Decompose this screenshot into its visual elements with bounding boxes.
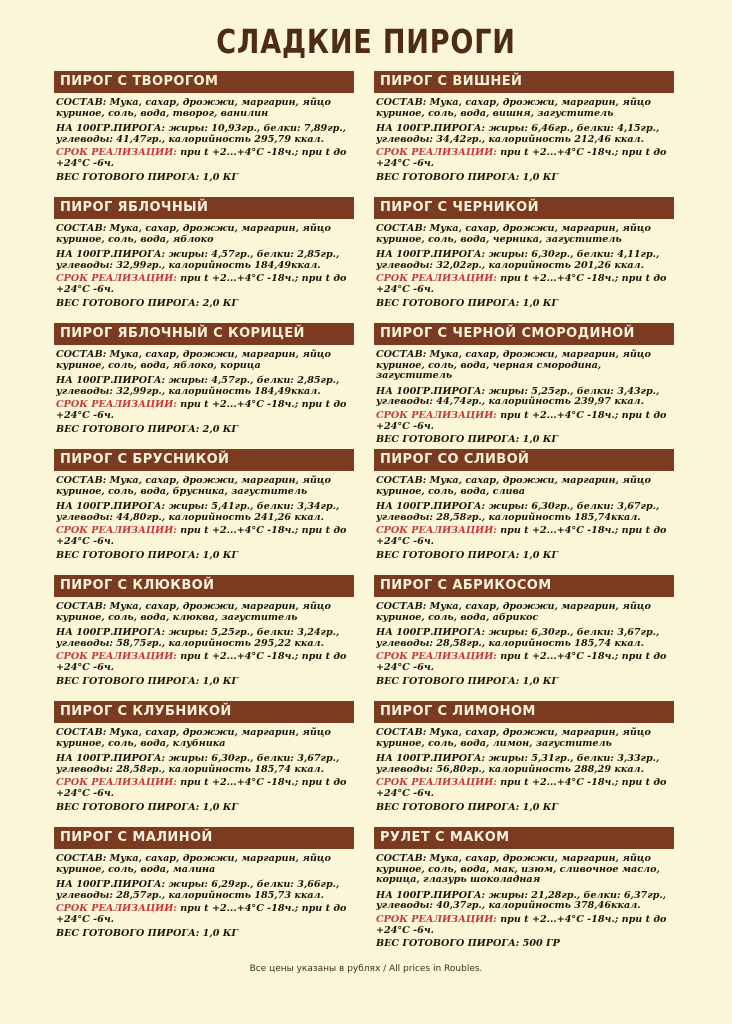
item-weight: ВЕС ГОТОВОГО ПИРОГА: 500 ГР <box>376 938 560 950</box>
item-nutrition: НА 100ГР.ПИРОГА: жиры: 6,30гр., белки: 4,11гр., углеводы: 32,02гр., калорийность 201,26 ккал. <box>376 249 660 271</box>
item-weight: ВЕС ГОТОВОГО ПИРОГА: 2,0 КГ <box>56 297 239 309</box>
item-weight: ВЕС ГОТОВОГО ПИРОГА: 1,0 КГ <box>376 434 559 446</box>
shelf-life-text: при t +2...+4°С -18ч.; при t до +24°С -6ч. <box>376 525 667 547</box>
shelf-life-label: СРОК РЕАЛИЗАЦИИ: <box>376 651 497 663</box>
item-shelf-life <box>56 904 354 925</box>
item-details <box>54 597 354 687</box>
menu-item <box>54 701 354 827</box>
item-weight: ВЕС ГОТОВОГО ПИРОГА: 1,0 КГ <box>56 675 239 687</box>
shelf-life-text: при t +2...+4°С -18ч.; при t до +24°С -6ч. <box>56 903 347 925</box>
item-title: ПИРОГ С АБРИКОСОМ <box>374 575 674 597</box>
shelf-life-label: СРОК РЕАЛИЗАЦИИ: <box>376 409 497 421</box>
page-title: СЛАДКИЕ ПИРОГИ <box>216 22 516 61</box>
shelf-life-label: СРОК РЕАЛИЗАЦИИ: <box>376 913 497 925</box>
menu-item <box>374 701 674 827</box>
menu-item <box>54 71 354 197</box>
shelf-life-label: СРОК РЕАЛИЗАЦИИ: <box>56 651 177 663</box>
item-weight: ВЕС ГОТОВОГО ПИРОГА: 1,0 КГ <box>56 171 239 183</box>
shelf-life-label: СРОК РЕАЛИЗАЦИИ: <box>376 147 497 159</box>
item-weight: ВЕС ГОТОВОГО ПИРОГА: 1,0 КГ <box>56 801 239 813</box>
item-details <box>374 723 674 813</box>
item-composition: СОСТАВ: Мука, сахар, дрожжи, маргарин, яйцо куриное, соль, вода, малина <box>56 853 331 875</box>
shelf-life-text: при t +2...+4°С -18ч.; при t до +24°С -6ч. <box>56 147 347 169</box>
menu-item <box>374 575 674 701</box>
prices-note: Все цены указаны в рублях / All prices in Roubles. <box>249 964 483 974</box>
item-shelf-life <box>376 778 674 799</box>
item-nutrition: НА 100ГР.ПИРОГА: жиры: 4,57гр., белки: 2,85гр., углеводы: 32,99гр., калорийность 184,49ккал. <box>56 249 340 271</box>
item-details <box>54 219 354 309</box>
item-details <box>54 93 354 183</box>
item-shelf-life <box>376 915 674 936</box>
item-shelf-life <box>56 652 354 673</box>
menu-item <box>54 323 354 449</box>
item-composition: СОСТАВ: Мука, сахар, дрожжи, маргарин, яйцо куриное, соль, вода, черная смородина, загуститель <box>376 349 651 382</box>
shelf-life-label: СРОК РЕАЛИЗАЦИИ: <box>56 399 177 411</box>
shelf-life-label: СРОК РЕАЛИЗАЦИИ: <box>376 273 497 285</box>
menu-item <box>374 323 674 449</box>
item-nutrition: НА 100ГР.ПИРОГА: жиры: 6,30гр., белки: 3,67гр., углеводы: 28,58гр., калорийность 185,74 ккал. <box>56 753 340 775</box>
menu-column-right <box>374 71 674 953</box>
item-nutrition: НА 100ГР.ПИРОГА: жиры: 5,25гр., белки: 3,24гр., углеводы: 58,75гр., калорийность 295,22 ккал. <box>56 627 340 649</box>
item-composition: СОСТАВ: Мука, сахар, дрожжи, маргарин, яйцо куриное, соль, вода, клюква, загуститель <box>56 601 331 623</box>
item-title: ПИРОГ С ВИШНЕЙ <box>374 71 674 93</box>
menu-item <box>374 197 674 323</box>
item-title: ПИРОГ С ЧЕРНИКОЙ <box>374 197 674 219</box>
menu-item <box>54 197 354 323</box>
item-details <box>374 597 674 687</box>
item-weight: ВЕС ГОТОВОГО ПИРОГА: 1,0 КГ <box>56 927 239 939</box>
shelf-life-text: при t +2...+4°С -18ч.; при t до +24°С -6ч. <box>376 651 667 673</box>
item-details <box>54 849 354 939</box>
item-title: РУЛЕТ С МАКОМ <box>374 827 674 849</box>
item-details <box>374 345 674 446</box>
shelf-life-text: при t +2...+4°С -18ч.; при t до +24°С -6ч. <box>376 409 667 432</box>
menu-column-left <box>54 71 354 953</box>
item-shelf-life <box>56 778 354 799</box>
item-weight: ВЕС ГОТОВОГО ПИРОГА: 1,0 КГ <box>376 171 559 183</box>
item-details <box>54 471 354 561</box>
menu-item <box>374 827 674 953</box>
item-details <box>54 345 354 435</box>
item-nutrition: НА 100ГР.ПИРОГА: жиры: 5,31гр., белки: 3,33гр., углеводы: 56,80гр., калорийность 288,29 ккал. <box>376 753 660 775</box>
shelf-life-label: СРОК РЕАЛИЗАЦИИ: <box>56 903 177 915</box>
menu-item <box>54 575 354 701</box>
item-details <box>374 471 674 561</box>
item-title: ПИРОГ ЯБЛОЧНЫЙ С КОРИЦЕЙ <box>54 323 354 345</box>
shelf-life-label: СРОК РЕАЛИЗАЦИИ: <box>56 525 177 537</box>
item-title: ПИРОГ С ТВОРОГОМ <box>54 71 354 93</box>
shelf-life-label: СРОК РЕАЛИЗАЦИИ: <box>376 777 497 789</box>
item-title: ПИРОГ С МАЛИНОЙ <box>54 827 354 849</box>
menu-item <box>374 449 674 575</box>
item-title: ПИРОГ С ЛИМОНОМ <box>374 701 674 723</box>
item-nutrition: НА 100ГР.ПИРОГА: жиры: 10,93гр., белки: 7,89гр., углеводы: 41,47гр., калорийность 295,79 ккал. <box>56 123 347 145</box>
item-shelf-life <box>376 274 674 295</box>
item-composition: СОСТАВ: Мука, сахар, дрожжи, маргарин, яйцо куриное, соль, вода, брусника, загуститель <box>56 475 331 497</box>
shelf-life-text: при t +2...+4°С -18ч.; при t до +24°С -6ч. <box>376 913 667 936</box>
menu-item <box>54 827 354 953</box>
shelf-life-text: при t +2...+4°С -18ч.; при t до +24°С -6ч. <box>56 525 347 547</box>
item-composition: СОСТАВ: Мука, сахар, дрожжи, маргарин, яйцо куриное, соль, вода, творог, ванилин <box>56 97 331 119</box>
item-shelf-life <box>56 526 354 547</box>
item-details <box>374 93 674 183</box>
shelf-life-text: при t +2...+4°С -18ч.; при t до +24°С -6ч. <box>56 273 347 295</box>
shelf-life-text: при t +2...+4°С -18ч.; при t до +24°С -6ч. <box>376 147 667 169</box>
item-details <box>374 849 674 950</box>
item-title: ПИРОГ С БРУСНИКОЙ <box>54 449 354 471</box>
item-composition: СОСТАВ: Мука, сахар, дрожжи, маргарин, яйцо куриное, соль, вода, черника, загуститель <box>376 223 651 245</box>
item-details <box>54 723 354 813</box>
item-shelf-life <box>376 411 674 432</box>
item-composition: СОСТАВ: Мука, сахар, дрожжи, маргарин, яйцо куриное, соль, вода, клубника <box>56 727 331 749</box>
item-composition: СОСТАВ: Мука, сахар, дрожжи, маргарин, яйцо куриное, соль, вода, абрикос <box>376 601 651 623</box>
shelf-life-text: при t +2...+4°С -18ч.; при t до +24°С -6ч. <box>56 777 347 799</box>
shelf-life-text: при t +2...+4°С -18ч.; при t до +24°С -6ч. <box>376 777 667 799</box>
shelf-life-text: при t +2...+4°С -18ч.; при t до +24°С -6ч. <box>56 399 347 421</box>
item-composition: СОСТАВ: Мука, сахар, дрожжи, маргарин, яйцо куриное, соль, вода, яблоко, корица <box>56 349 331 371</box>
item-shelf-life <box>376 148 674 169</box>
item-weight: ВЕС ГОТОВОГО ПИРОГА: 1,0 КГ <box>376 297 559 309</box>
item-weight: ВЕС ГОТОВОГО ПИРОГА: 2,0 КГ <box>56 423 239 435</box>
item-nutrition: НА 100ГР.ПИРОГА: жиры: 6,30гр., белки: 3,67гр., углеводы: 28,58гр., калорийность 185,74 ккал. <box>376 627 660 649</box>
item-composition: СОСТАВ: Мука, сахар, дрожжи, маргарин, яйцо куриное, соль, вода, вишня, загуститель <box>376 97 651 119</box>
item-weight: ВЕС ГОТОВОГО ПИРОГА: 1,0 КГ <box>56 549 239 561</box>
item-shelf-life <box>376 652 674 673</box>
item-nutrition: НА 100ГР.ПИРОГА: жиры: 6,29гр., белки: 3,66гр., углеводы: 28,57гр., калорийность 185,73 ккал. <box>56 879 340 901</box>
item-title: ПИРОГ С КЛЮКВОЙ <box>54 575 354 597</box>
shelf-life-label: СРОК РЕАЛИЗАЦИИ: <box>56 273 177 285</box>
shelf-life-text: при t +2...+4°С -18ч.; при t до +24°С -6ч. <box>376 273 667 295</box>
item-title: ПИРОГ ЯБЛОЧНЫЙ <box>54 197 354 219</box>
shelf-life-label: СРОК РЕАЛИЗАЦИИ: <box>56 147 177 159</box>
item-nutrition: НА 100ГР.ПИРОГА: жиры: 4,57гр., белки: 2,85гр., углеводы: 32,99гр., калорийность 184,49ккал. <box>56 375 340 397</box>
item-composition: СОСТАВ: Мука, сахар, дрожжи, маргарин, яйцо куриное, соль, вода, мак, изюм, сливочное масло, корица, глазурь шоколадная <box>376 853 660 886</box>
item-nutrition: НА 100ГР.ПИРОГА: жиры: 5,25гр., белки: 3,43гр., углеводы: 44,74гр., калорийность 239,97 ккал. <box>376 385 660 408</box>
item-nutrition: НА 100ГР.ПИРОГА: жиры: 6,46гр., белки: 4,15гр., углеводы: 34,42гр., калорийность 212,46 ккал. <box>376 123 660 145</box>
item-details <box>374 219 674 309</box>
item-weight: ВЕС ГОТОВОГО ПИРОГА: 1,0 КГ <box>376 801 559 813</box>
shelf-life-text: при t +2...+4°С -18ч.; при t до +24°С -6ч. <box>56 651 347 673</box>
item-nutrition: НА 100ГР.ПИРОГА: жиры: 5,41гр., белки: 3,34гр., углеводы: 44,80гр., калорийность 241,26 ккал. <box>56 501 340 523</box>
shelf-life-label: СРОК РЕАЛИЗАЦИИ: <box>56 777 177 789</box>
shelf-life-label: СРОК РЕАЛИЗАЦИИ: <box>376 525 497 537</box>
menu-item <box>54 449 354 575</box>
item-nutrition: НА 100ГР.ПИРОГА: жиры: 21,28гр., белки: 6,37гр., углеводы: 40,37гр., калорийность 378,46ккал. <box>376 889 667 912</box>
item-weight: ВЕС ГОТОВОГО ПИРОГА: 1,0 КГ <box>376 549 559 561</box>
item-shelf-life <box>376 526 674 547</box>
item-title: ПИРОГ С ЧЕРНОЙ СМОРОДИНОЙ <box>374 323 674 345</box>
item-shelf-life <box>56 148 354 169</box>
item-shelf-life <box>56 400 354 421</box>
item-title: ПИРОГ С КЛУБНИКОЙ <box>54 701 354 723</box>
item-nutrition: НА 100ГР.ПИРОГА: жиры: 6,30гр., белки: 3,67гр., углеводы: 28,58гр., калорийность 185,74ккал. <box>376 501 660 523</box>
item-title: ПИРОГ СО СЛИВОЙ <box>374 449 674 471</box>
item-composition: СОСТАВ: Мука, сахар, дрожжи, маргарин, яйцо куриное, соль, вода, лимон, загуститель <box>376 727 651 749</box>
item-composition: СОСТАВ: Мука, сахар, дрожжи, маргарин, яйцо куриное, соль, вода, слива <box>376 475 651 497</box>
item-composition: СОСТАВ: Мука, сахар, дрожжи, маргарин, яйцо куриное, соль, вода, яблоко <box>56 223 331 245</box>
item-weight: ВЕС ГОТОВОГО ПИРОГА: 1,0 КГ <box>376 675 559 687</box>
menu-item <box>374 71 674 197</box>
item-shelf-life <box>56 274 354 295</box>
